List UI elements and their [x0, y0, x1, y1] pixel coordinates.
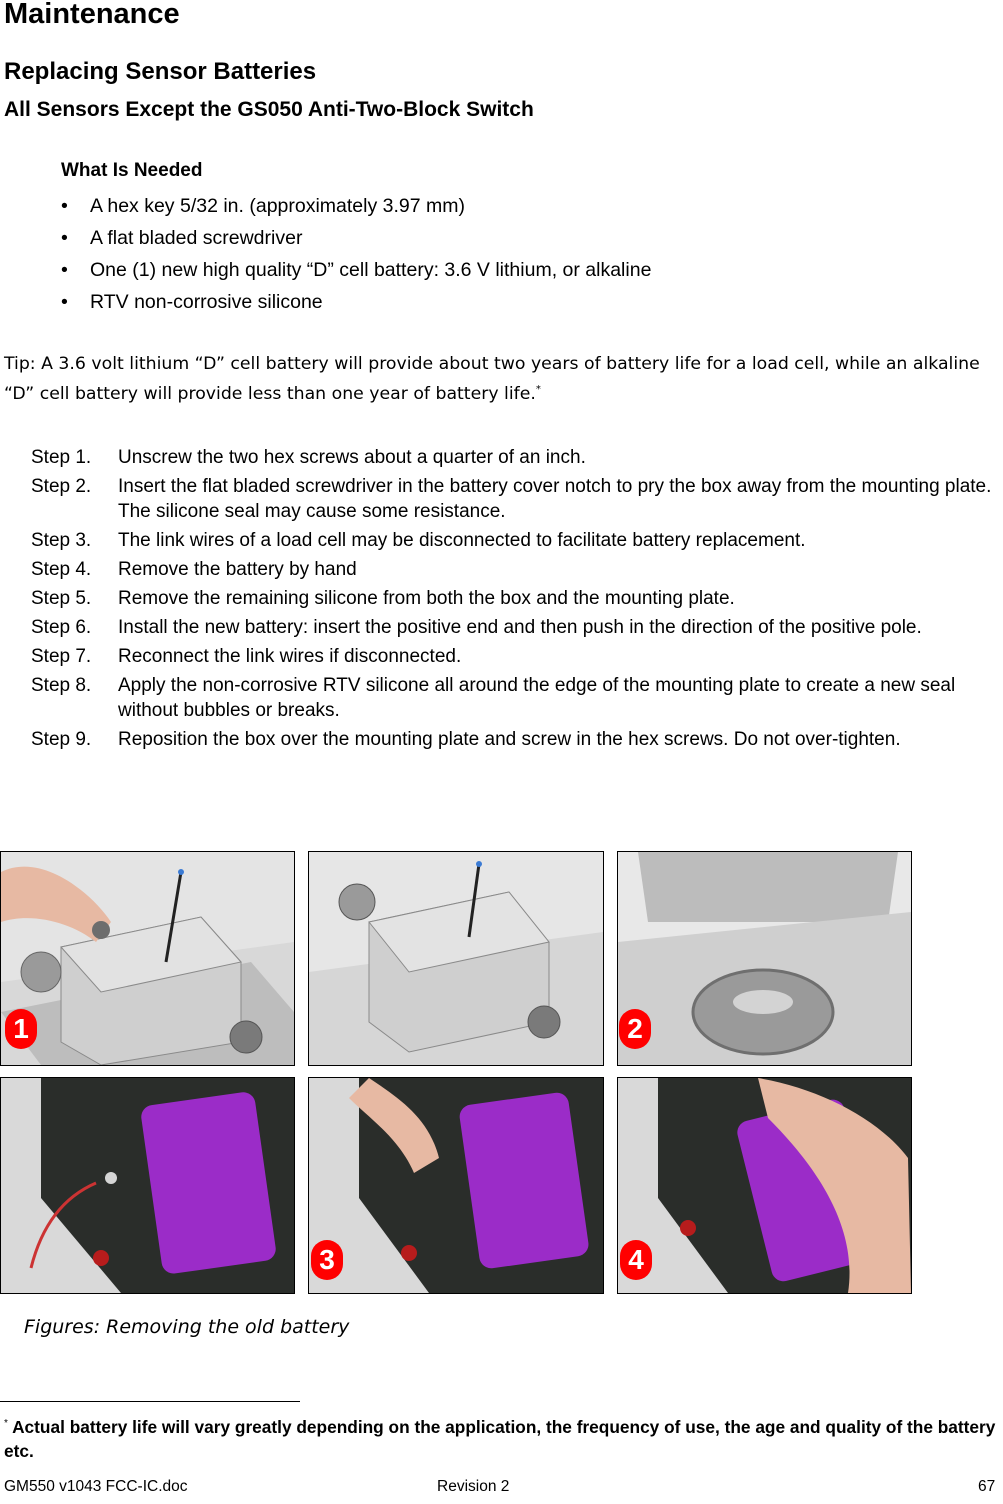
step-item: Step 9. Reposition the box over the mounting plate and screw in the hex screws. Do not over-tighten. [31, 729, 901, 750]
photo-box-closed [308, 851, 604, 1066]
figure-badge-3: 3 [311, 1240, 343, 1280]
step-item: Step 6. Install the new battery: insert the positive end and then push in the direction of the positive pole. [31, 617, 922, 638]
list-item: • A flat bladed screwdriver [61, 227, 303, 249]
bullet-icon: • [61, 259, 68, 281]
bullet-icon: • [61, 227, 68, 249]
photo-hand-unscrewing [0, 851, 295, 1066]
photo-illustration [618, 852, 911, 1065]
step-item: Step 5. Remove the remaining silicone from both the box and the mounting plate. [31, 588, 735, 609]
list-item: • RTV non-corrosive silicone [61, 291, 323, 313]
needed-list [61, 193, 651, 321]
photo-illustration [1, 852, 294, 1065]
footnote: * Actual battery life will vary greatly depending on the application, the frequency of use, the age and quality of the battery etc. [4, 1416, 996, 1461]
page-heading: Maintenance [4, 0, 180, 30]
bullet-icon: • [61, 291, 68, 313]
footnote-marker[interactable]: * [535, 384, 541, 395]
photo-illustration [1, 1078, 294, 1293]
photo-illustration [309, 1078, 603, 1293]
section-heading: Replacing Sensor Batteries [4, 58, 317, 85]
bullet-icon: • [61, 195, 68, 217]
figure-badge-2: 2 [619, 1009, 651, 1049]
footer-revision: Revision 2 [437, 1478, 510, 1495]
photo-remove-battery [617, 1077, 912, 1294]
figure-badge-4: 4 [620, 1240, 652, 1280]
footer-page-number: 67 [978, 1478, 996, 1495]
photo-cover-removed [617, 851, 912, 1066]
section-subtitle: All Sensors Except the GS050 Anti-Two-Block Switch [4, 98, 534, 121]
figure-caption: Figures: Removing the old battery [24, 1316, 350, 1338]
figure-badge-1: 1 [5, 1009, 37, 1049]
photo-disconnect-wires [308, 1077, 604, 1294]
what-is-needed-title: What Is Needed [61, 160, 203, 181]
step-item: Step 4. Remove the battery by hand [31, 559, 357, 580]
step-item: Step 2. Insert the flat bladed screwdriver in the battery cover notch to pry the box away from the mounting plate. The silicone seal may cause some resistance. [31, 476, 992, 522]
step-item: Step 3. The link wires of a load cell may be disconnected to facilitate battery replacement. [31, 530, 806, 551]
step-item: Step 8. Apply the non-corrosive RTV silicone all around the edge of the mounting plate to create a new seal without bubbles or breaks. [31, 675, 956, 721]
list-item: • A hex key 5/32 in. (approximately 3.97 mm) [61, 195, 466, 217]
footer-filename: GM550 v1043 FCC-IC.doc [4, 1478, 188, 1495]
tip-paragraph: Tip: A 3.6 volt lithium “D” cell battery will provide about two years of battery life for a load cell, while an alkaline “D” cell battery will provide less than one year of battery life.* [4, 354, 980, 404]
footnote-divider [0, 1401, 300, 1402]
photo-battery-inside [0, 1077, 295, 1294]
footnote-marker: * [4, 1418, 8, 1429]
steps-list [31, 445, 996, 756]
step-item: Step 1. Unscrew the two hex screws about a quarter of an inch. [31, 447, 586, 468]
photo-illustration [618, 1078, 911, 1293]
list-item: • One (1) new high quality “D” cell battery: 3.6 V lithium, or alkaline [61, 259, 652, 281]
photo-illustration [309, 852, 603, 1065]
step-item: Step 7. Reconnect the link wires if disconnected. [31, 646, 462, 667]
